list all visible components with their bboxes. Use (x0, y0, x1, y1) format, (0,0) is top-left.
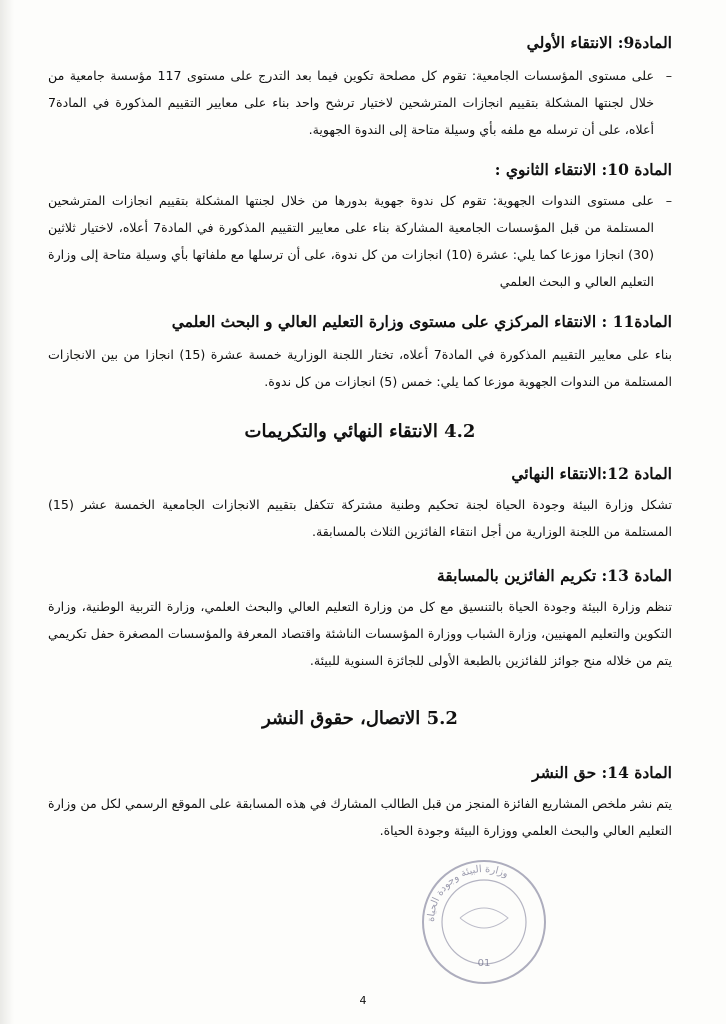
svg-text:وزارة البيئة وجودة الحياة (426, 864, 510, 922)
article-13-body: تنظم وزارة البيئة وجودة الحياة بالتنسيق مع كل من وزارة التعليم العالي والبحث العلمي، وزارة التربية الوطنية، وزارة التكوين والتعليم المهنيين، وزارة الشباب ووزارة المؤسسات الناشئة واقتصاد المعرفة والمؤسسات المصغرة حفل تكريمي يتم من خلاله منح جوائز للفائزين بالطبعة الأولى للجائزة السنوية للبيئة. (48, 599, 672, 668)
scan-edge (0, 0, 14, 1024)
section-4-2-title: 4.2 الانتقاء النهائي والتكريمات (244, 421, 476, 442)
official-stamp-icon (420, 858, 548, 986)
section-5-2-title: 5.2 الاتصال، حقوق النشر (262, 708, 458, 729)
page-number: 4 (359, 994, 367, 1007)
article-10-body: – على مستوى الندوات الجهوية: تقوم كل ندوة جهوية بدورها من خلال لجنتها المشكلة بتقييم انجازات المترشحين المستلمة من قبل المؤسسات الجامعية المشاركة بناء على معايير التقييم المذكورة في المادة7 أعلاه، لاختيار ثلاثين (30) انجازا موزعا كما يلي: عشرة (10) انجازات من كل ندوة، على أن ترسلها مع ملفاتها بأي وسيلة متاحة إلى وزارة التعليم العالي و البحث العلمي (48, 187, 672, 295)
article-9-title: المادة9: الانتقاء الأولي (526, 33, 672, 52)
document-content (48, 30, 672, 844)
article-12-body: تشكل وزارة البيئة وجودة الحياة لجنة تحكيم وطنية مشتركة تتكفل بتقييم الانجازات الجامعية الخمسة عشر (15) المستلمة من اللجنة الوزارية من أجل انتقاء الفائزين الثلاث بالمسابقة. (48, 497, 672, 539)
article-11-title: المادة11 : الانتقاء المركزي على مستوى وزارة التعليم العالي و البحث العلمي (171, 312, 672, 331)
article-12-title: المادة 12:الانتقاء النهائي (511, 464, 672, 483)
article-13-title: المادة 13: تكريم الفائزين بالمسابقة (437, 566, 672, 585)
article-11-body: بناء على معايير التقييم المذكورة في المادة7 أعلاه، تختار اللجنة الوزارية خمسة عشرة (15) انجازا من بين الانجازات المستلمة من الندوات الجهوية موزعا كما يلي: خمس (5) انجازات من كل ندوة. (48, 347, 672, 389)
article-14-title: المادة 14: حق النشر (532, 763, 672, 782)
stamp-text: وزارة البيئة وجودة الحياة (425, 863, 510, 923)
article-14-body: يتم نشر ملخص المشاريع الفائزة المنجز من قبل الطالب المشارك في هذه المسابقة على الموقع الرسمي لكل من وزارة التعليم العالي والبحث العلمي ووزارة البيئة وجودة الحياة. (48, 796, 672, 838)
article-10-title: المادة 10: الانتقاء الثانوي : (494, 160, 672, 179)
article-9-body: – على مستوى المؤسسات الجامعية: تقوم كل مصلحة تكوين فيما بعد التدرج على مستوى 117 مؤسسة جامعية من خلال لجنتها المشكلة بتقييم انجازات المترشحين لاختيار ترشح واحد بناء على معايير التقييم المذكورة في المادة7 أعلاه، على أن ترسله مع ملفه بأي وسيلة متاحة إلى الندوة الجهوية. (48, 62, 672, 143)
stamp-number: 01 (477, 958, 491, 969)
